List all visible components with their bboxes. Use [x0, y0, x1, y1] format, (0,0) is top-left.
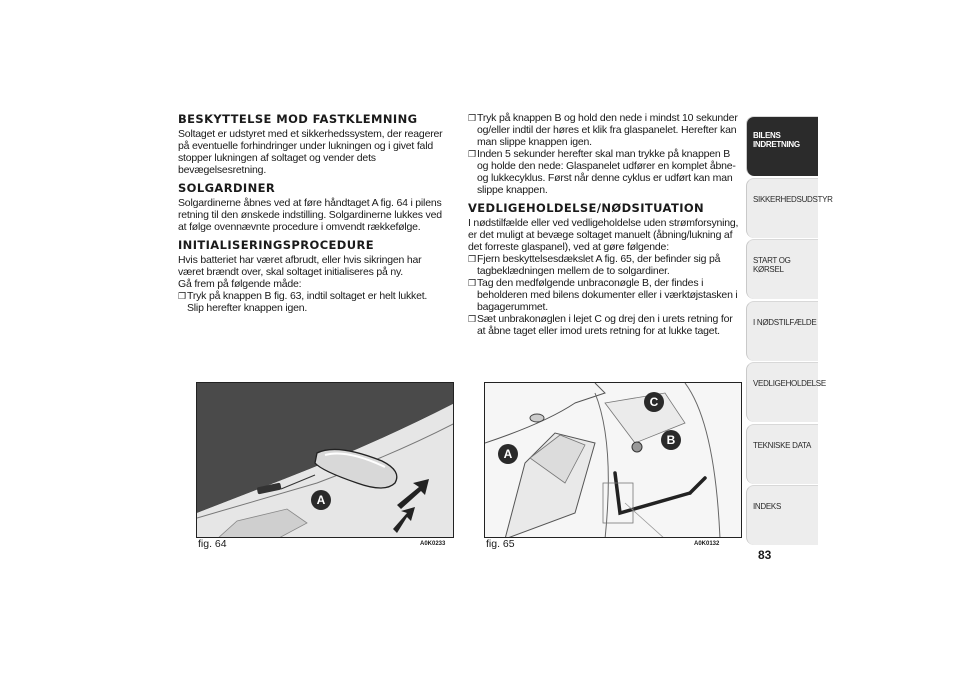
heading-sun-blinds: SOLGARDINER — [178, 181, 276, 195]
figure-64-code: A0K0233 — [420, 541, 446, 547]
sun-blind-handle-illustration — [197, 383, 454, 538]
page-number: 83 — [758, 548, 772, 562]
figure-65-caption: fig. 65 — [486, 538, 515, 550]
heading-initialization: INITIALISERINGSPROCEDURE — [178, 238, 374, 252]
paragraph-sun-blinds: Solgardinerne åbnes ved at føre håndtaget A fig. 64 i pilens retning til den ønskede indstilling. Solgardinerne lukkes ved at følge ovennævnte procedure i omvendt rækkefølge. — [178, 197, 442, 233]
tab-sikkerhedsudstyr[interactable]: SIKKERHEDSUDSTYR — [746, 178, 818, 238]
callout-c-label: C — [649, 395, 659, 409]
bullet-item: ❒ Tryk på knappen B fig. 63, indtil soltaget er helt lukket. Slip herefter knappen igen. — [178, 290, 428, 314]
callout-b-label: B — [666, 433, 676, 447]
bullet-item: ❒ Fjern beskyttelsesdækslet A fig. 65, der befinder sig på tagbeklædningen mellem de to solgardiner. — [468, 253, 721, 277]
bullet-item: ❒ Inden 5 sekunder herefter skal man trykke på knappen B og holde den nede: Glaspanelet udfører en komplet åbne- og lukkecyklus. Først når denne cyklus er udført kan man slippe knappen. — [468, 148, 736, 196]
paragraph-initialization: Hvis batteriet har været afbrudt, eller hvis sikringen har været brændt over, skal soltaget initialiseres på ny. — [178, 254, 422, 278]
paragraph-maintenance: I nødstilfælde eller ved vedligeholdelse uden strømforsyning, er det muligt at bevæge soltaget manuelt (åbning/lukning af det forreste glaspanel), ved at gøre følgende: — [468, 217, 739, 253]
heading-maintenance: VEDLIGEHOLDELSE/NØDSITUATION — [468, 201, 705, 215]
bullet-box-icon: ❒ — [468, 278, 476, 288]
callout-a-label: A — [503, 447, 513, 461]
bullet-box-icon: ❒ — [468, 149, 476, 159]
bullet-box-icon: ❒ — [468, 113, 476, 123]
figure-65-code: A0K0132 — [694, 541, 720, 547]
callout-a-badge — [497, 443, 519, 465]
callout-c-badge — [643, 391, 665, 413]
bullet-item: ❒ Sæt unbrakonøglen i lejet C og drej den i urets retning for at åbne taget eller imod urets retning for at lukke taget. — [468, 313, 733, 337]
figure-65 — [484, 382, 742, 538]
bullet-box-icon: ❒ — [468, 254, 476, 264]
heading-anti-pinch: BESKYTTELSE MOD FASTKLEMNING — [178, 112, 418, 126]
figure-64 — [196, 382, 454, 538]
bullet-item: ❒ Tag den medfølgende unbraconøgle B, der findes i beholderen med bilens dokumenter eller i værktøjstasken i bagagerummet. — [468, 277, 738, 313]
bullet-box-icon: ❒ — [468, 314, 476, 324]
tab-start-og-korsel[interactable]: START OG KØRSEL — [746, 239, 818, 299]
chapter-tabs — [746, 116, 833, 547]
tab-bilens-indretning[interactable]: BILENS INDRETNING — [746, 116, 818, 176]
tab-tekniske-data[interactable]: TEKNISKE DATA — [746, 424, 818, 484]
bullet-box-icon: ❒ — [178, 291, 186, 301]
tab-i-nodstilfaelde[interactable]: I NØDSTILFÆLDE — [746, 301, 818, 361]
tab-vedligeholdelse[interactable]: VEDLIGEHOLDELSE — [746, 362, 818, 422]
paragraph-anti-pinch: Soltaget er udstyret med et sikkerhedssystem, der reagerer på eventuelle forhindringer under lukningen og i givet fald stopper lukningen af soltaget og vender dets bevægelsesretning. — [178, 128, 443, 176]
bullet-item: ❒ Tryk på knappen B og hold den nede i mindst 10 sekunder og/eller indtil der høres et klik fra glaspanelet. Herefter kan man slippe knappen igen. — [468, 112, 738, 148]
figure-64-caption: fig. 64 — [198, 538, 227, 550]
sunroof-maintenance-illustration — [485, 383, 742, 538]
callout-a-label: A — [316, 493, 326, 507]
callout-a-badge — [310, 489, 332, 511]
callout-b-badge — [660, 429, 682, 451]
right-column — [468, 112, 740, 337]
paragraph-procedure-intro: Gå frem på følgende måde: — [178, 278, 302, 290]
left-column — [178, 112, 446, 314]
tab-indeks[interactable]: INDEKS — [746, 485, 818, 545]
